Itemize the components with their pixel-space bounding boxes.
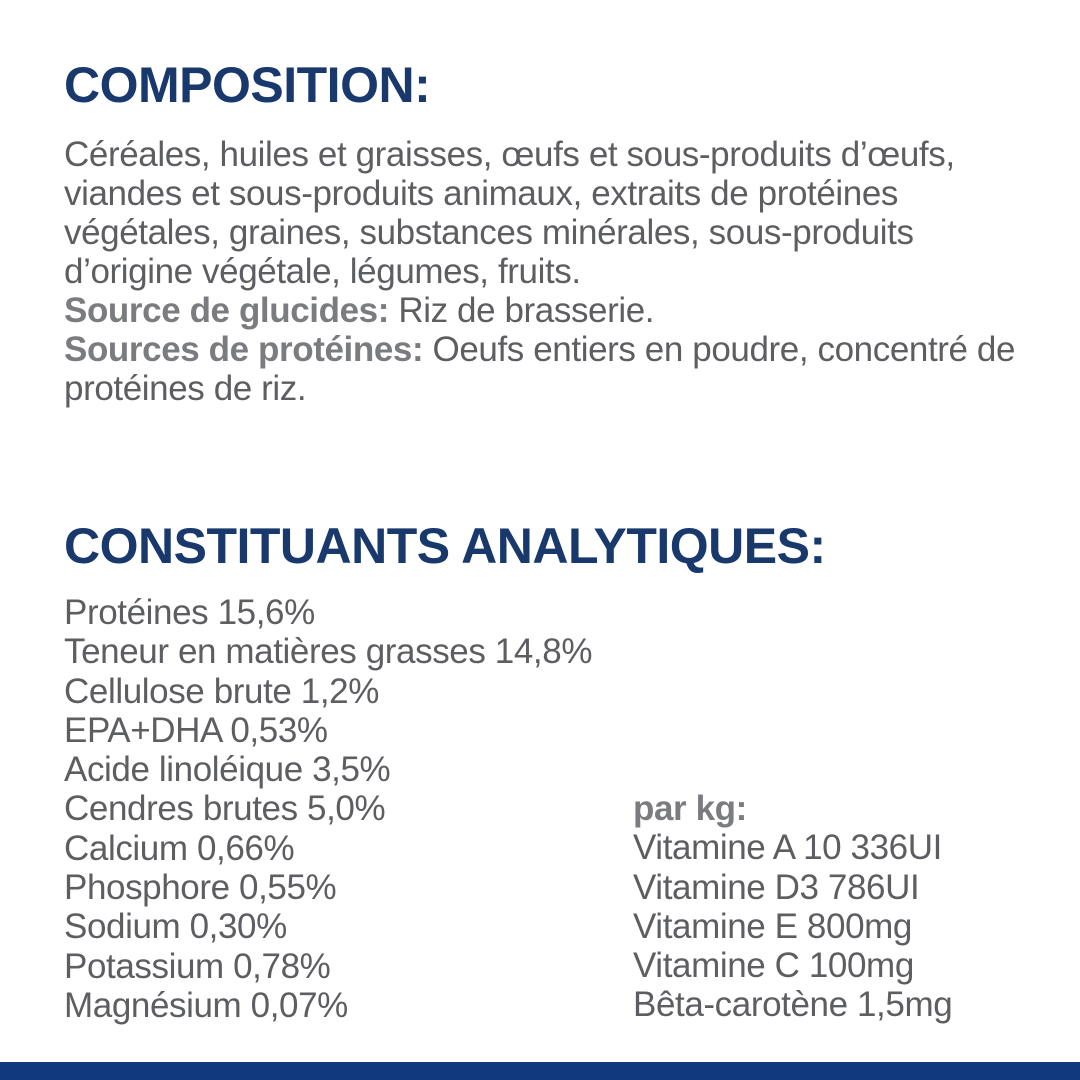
per-kg-item: Vitamine E 800mg xyxy=(633,906,912,946)
nutrient-item: Cellulose brute 1,2% xyxy=(64,671,379,711)
source-line xyxy=(64,330,1022,408)
nutrient-item: Protéines 15,6% xyxy=(64,593,315,632)
composition-heading: COMPOSITION: xyxy=(64,57,431,113)
source-value: Oeufs entiers en poudre, concentré de protéines de riz. xyxy=(64,330,1016,408)
per-kg-item: Vitamine C 100mg xyxy=(633,946,914,986)
composition-sources xyxy=(64,291,1022,408)
per-kg-list xyxy=(633,828,952,1024)
composition-body: Céréales, huiles et graisses, œufs et sous-produits d’œufs, viandes et sous-produits animaux, extraits de protéines végétales, graines, substances minérales, sous-produits d’origine végétale, légumes, fruits. xyxy=(64,135,955,291)
bottom-accent-bar xyxy=(0,1062,1080,1080)
composition-text-block xyxy=(64,135,1022,408)
nutrient-list xyxy=(64,593,592,1025)
nutrient-item: Acide linoléique 3,5% xyxy=(64,750,391,790)
analytics-heading: CONSTITUANTS ANALYTIQUES: xyxy=(64,518,826,574)
nutrient-item: EPA+DHA 0,53% xyxy=(64,710,328,750)
nutrient-item: Potassium 0,78% xyxy=(64,946,331,986)
source-label: Sources de protéines: xyxy=(64,330,424,369)
per-kg-item: Vitamine D3 786UI xyxy=(633,867,920,907)
per-kg-item: Bêta-carotène 1,5mg xyxy=(633,985,953,1025)
nutrient-item: Sodium 0,30% xyxy=(64,907,287,947)
nutrient-item: Magnésium 0,07% xyxy=(64,985,348,1025)
per-kg-block xyxy=(633,789,952,1025)
nutrient-item: Phosphore 0,55% xyxy=(64,868,337,908)
source-line xyxy=(64,291,1022,330)
nutrient-item: Calcium 0,66% xyxy=(64,828,295,868)
per-kg-item: Vitamine A 10 336UI xyxy=(633,828,942,868)
nutrient-item: Teneur en matières grasses 14,8% xyxy=(64,632,593,672)
source-label: Source de glucides: xyxy=(64,291,389,330)
nutrient-item: Cendres brutes 5,0% xyxy=(64,789,386,829)
source-value: Riz de brasserie. xyxy=(398,291,655,330)
per-kg-label: par kg: xyxy=(633,789,747,828)
